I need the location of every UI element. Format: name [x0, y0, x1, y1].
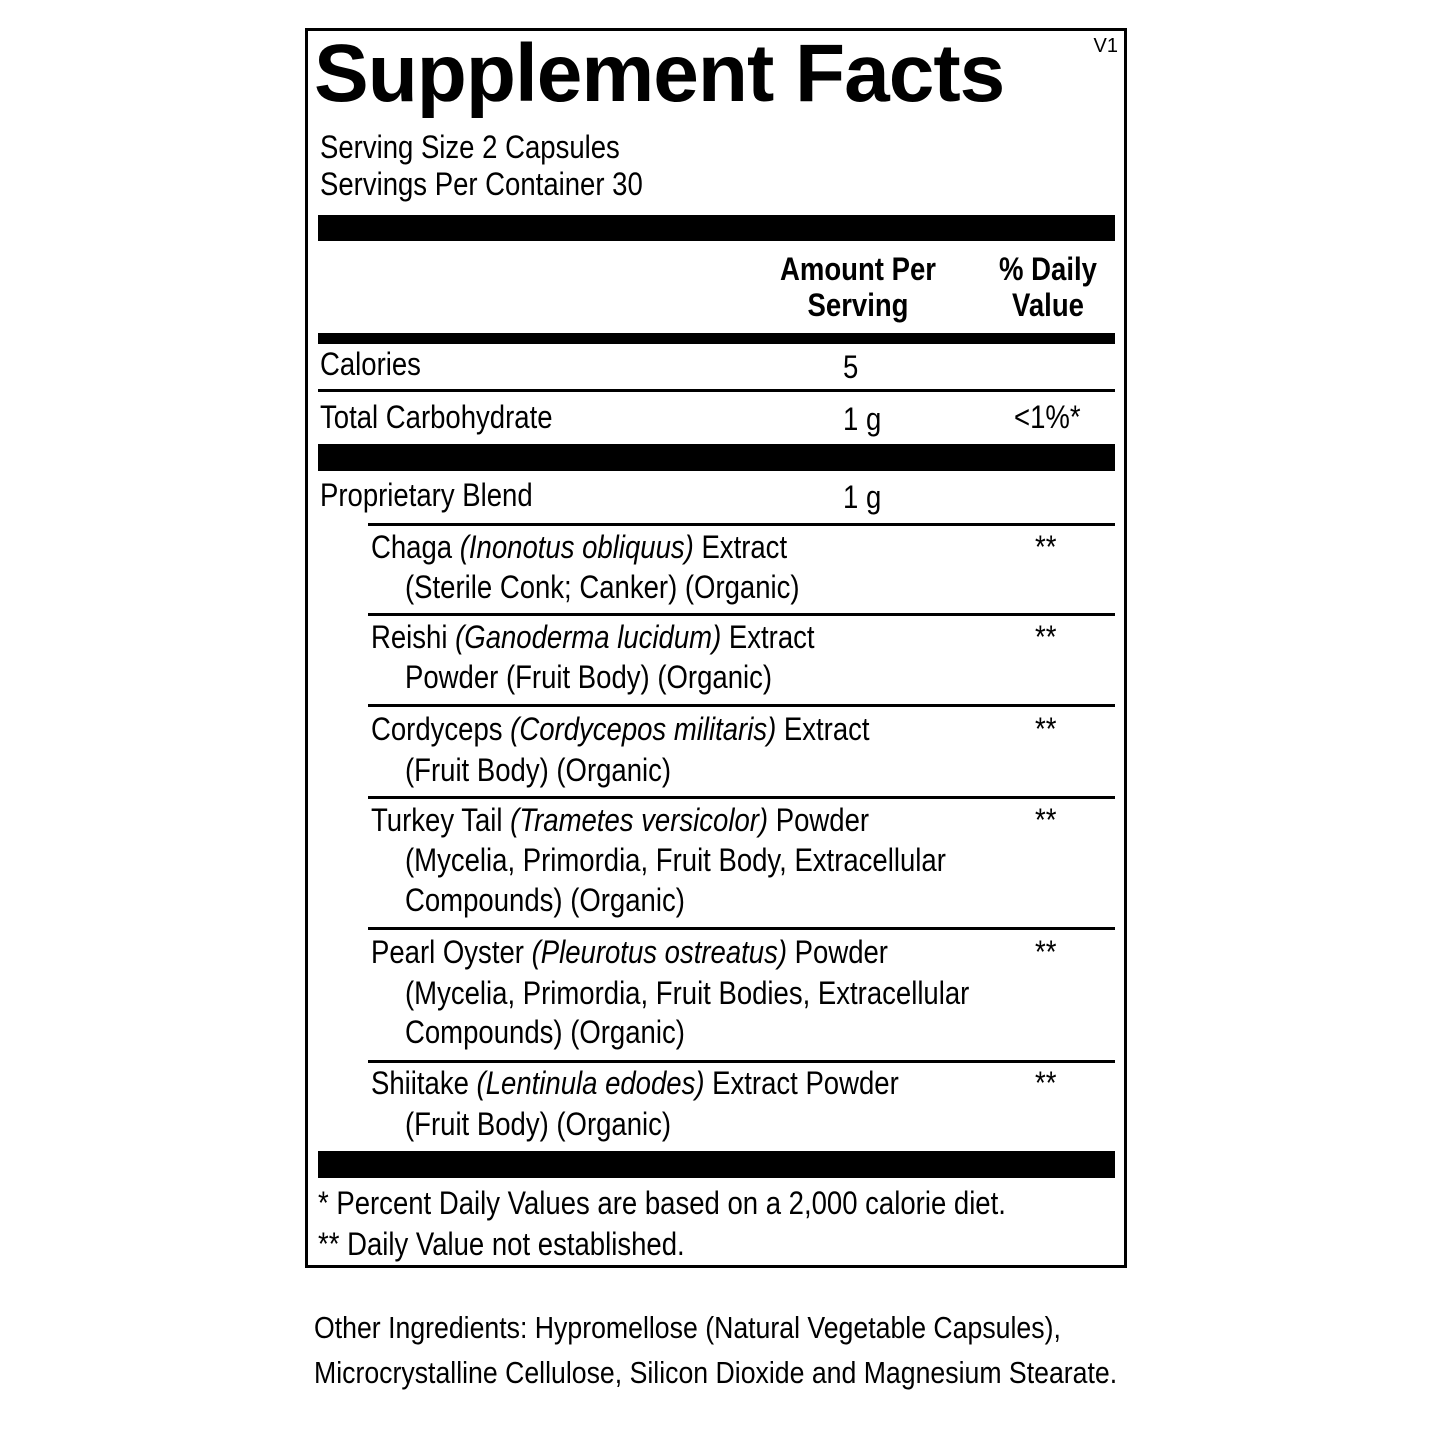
ingredient-line2: (Fruit Body) (Organic) [405, 752, 672, 788]
thick-divider [318, 215, 1115, 241]
ingredient-line3: Compounds) (Organic) [405, 1014, 685, 1050]
thick-divider [318, 1151, 1115, 1178]
thick-divider [318, 444, 1115, 471]
servings-per-container: Servings Per Container 30 [320, 166, 643, 202]
row-rule [368, 523, 1115, 526]
nutrient-name: Calories [320, 346, 421, 382]
row-rule [368, 927, 1115, 930]
ingredient-line1: Cordyceps (Cordycepos militaris) Extract [371, 711, 870, 747]
nutrient-amount: 5 [843, 349, 859, 385]
amount-header-line1: Amount Per [780, 251, 936, 287]
row-rule [368, 1060, 1115, 1063]
serving-size: Serving Size 2 Capsules [320, 129, 620, 165]
other-ingredients: Other Ingredients: Hypromellose (Natural Vegetable Capsules), Microcrystalline Cellulose, Silicon Dioxide and Magnesium Stearate. [314, 1310, 1118, 1390]
nutrient-name: Total Carbohydrate [320, 399, 553, 435]
blend-amount: 1 g [843, 479, 882, 515]
row-rule [368, 704, 1115, 707]
supplement-facts-panel [305, 28, 1127, 1268]
ingredient-line2: (Fruit Body) (Organic) [405, 1106, 672, 1142]
amount-header-line2: Serving [807, 287, 909, 323]
ingredient-line1: Pearl Oyster (Pleurotus ostreatus) Powder [371, 934, 888, 970]
dv-header-line2: Value [1012, 287, 1084, 323]
row-rule [368, 613, 1115, 616]
ingredient-dv: ** [1035, 711, 1057, 747]
medium-divider [318, 333, 1115, 344]
nutrient-dv: <1%* [1014, 399, 1081, 435]
ingredient-line2: (Sterile Conk; Canker) (Organic) [405, 569, 800, 605]
ingredient-dv: ** [1035, 1065, 1057, 1101]
ingredient-dv: ** [1035, 934, 1057, 970]
dv-header-line1: % Daily [999, 251, 1097, 287]
panel-title: Supplement Facts [314, 28, 1005, 119]
ingredient-line1: Turkey Tail (Trametes versicolor) Powder [371, 802, 870, 838]
footnote-percent-dv: * Percent Daily Values are based on a 2,000 calorie diet. [318, 1185, 1006, 1221]
row-rule [318, 389, 1115, 392]
blend-name: Proprietary Blend [320, 477, 533, 513]
ingredient-line2: (Mycelia, Primordia, Fruit Body, Extracellular [405, 842, 946, 878]
nutrient-amount: 1 g [843, 401, 882, 437]
ingredient-line1: Shiitake (Lentinula edodes) Extract Powder [371, 1065, 899, 1101]
ingredient-line2: (Mycelia, Primordia, Fruit Bodies, Extracellular [405, 975, 970, 1011]
footnote-dv-not-established: ** Daily Value not established. [318, 1226, 685, 1262]
ingredient-dv: ** [1035, 529, 1057, 565]
ingredient-line3: Compounds) (Organic) [405, 882, 685, 918]
row-rule [368, 796, 1115, 799]
version-label: V1 [1093, 35, 1118, 57]
ingredient-line1: Reishi (Ganoderma lucidum) Extract [371, 619, 815, 655]
ingredient-line2: Powder (Fruit Body) (Organic) [405, 659, 773, 695]
ingredient-dv: ** [1035, 619, 1057, 655]
ingredient-line1: Chaga (Inonotus obliquus) Extract [371, 529, 788, 565]
ingredient-dv: ** [1035, 802, 1057, 838]
